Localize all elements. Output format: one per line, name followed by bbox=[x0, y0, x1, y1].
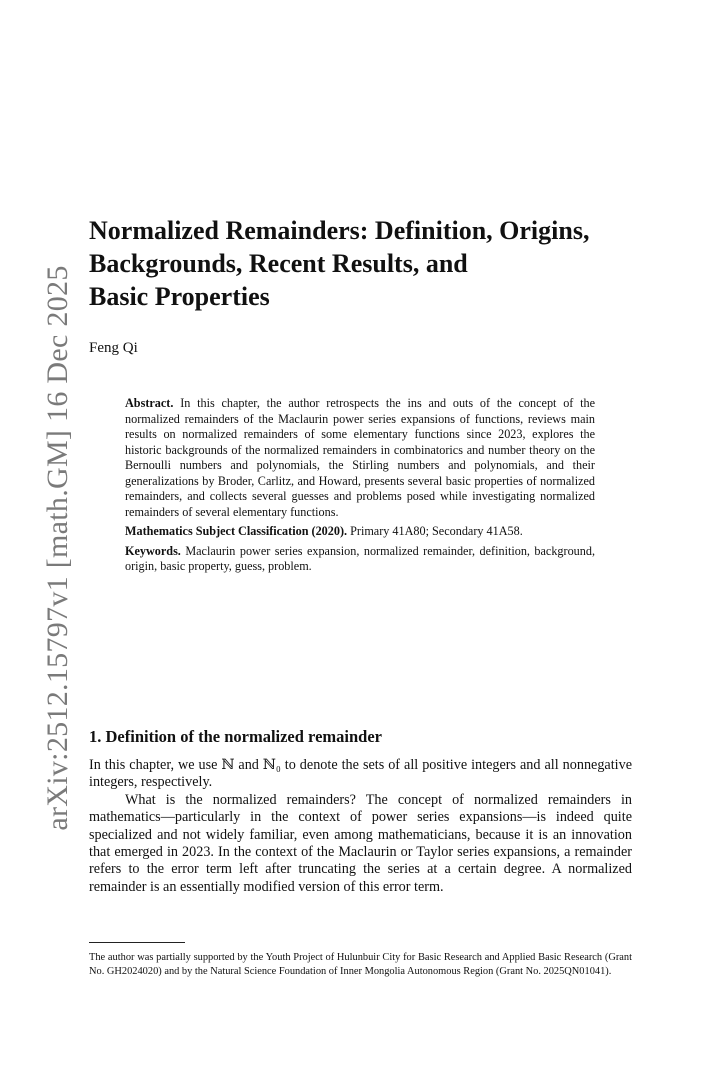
section-body bbox=[89, 757, 632, 896]
abstract-paragraph bbox=[125, 396, 595, 520]
title-line: Normalized Remainders: Definition, Origins, bbox=[89, 216, 590, 245]
keywords-paragraph bbox=[125, 544, 595, 575]
keywords-label: Keywords. bbox=[125, 543, 181, 558]
author-name: Feng Qi bbox=[89, 340, 138, 356]
body-paragraph: In this chapter, we use ℕ and ℕ₀ to denote the sets of all positive integers and all nonnegative integers, respectively. bbox=[89, 757, 632, 791]
paper-title bbox=[89, 214, 649, 313]
title-line: Backgrounds, Recent Results, and bbox=[89, 249, 468, 278]
abstract-label: Abstract. bbox=[125, 396, 174, 410]
msc-text: Primary 41A80; Secondary 41A58. bbox=[350, 524, 523, 538]
body-paragraph: What is the normalized remainders? The concept of normalized remainders in mathematics—particularly in the context of power series expansions—is indeed quite specialized and not widely familiar, even among mathematicians, because it is an innovation that emerged in 2023. In the context of the Maclaurin or Taylor series expansions, a remainder refers to the error term left after truncating the series at a certain degree. A normalized remainder is an essentially modified version of this error term. bbox=[89, 791, 632, 895]
msc-paragraph bbox=[125, 524, 595, 540]
section-heading: 1. Definition of the normalized remainder bbox=[89, 727, 382, 746]
abstract-block bbox=[125, 396, 595, 579]
funding-footnote: The author was partially supported by the Youth Project of Hulunbuir City for Basic Research and Applied Basic Research (Grant No. GH2024020) and by the Natural Science Foundation of Inner Mongolia Autonomous Region (Grant No. 2025QN01041). bbox=[89, 952, 632, 977]
arxiv-identifier-stamp: arXiv:2512.15797v1 [math.GM] 16 Dec 2025 bbox=[41, 265, 74, 831]
msc-label: Mathematics Subject Classification (2020). bbox=[125, 524, 348, 538]
keywords-text: Maclaurin power series expansion, normalized remainder, definition, background, origin, basic property, guess, problem. bbox=[125, 543, 596, 573]
abstract-text: In this chapter, the author retrospects the ins and outs of the concept of the normalized remainders of the Maclaurin power series expansions of functions, reviews main results on normalized remainders of some elementary functions since 2023, explores the historic backgrounds of the normalized remainders in combinatorics and number theory on the Bernoulli numbers and polynomials, the Stirling numbers and polynomials, and their generalizations by Broder, Carlitz, and Howard, presents several basic properties of normalized remainders, and collects several guesses and problems posed while investigating normalized remainders of several elementary functions. bbox=[125, 396, 596, 519]
title-line: Basic Properties bbox=[89, 282, 270, 311]
footnote-divider bbox=[89, 942, 185, 943]
